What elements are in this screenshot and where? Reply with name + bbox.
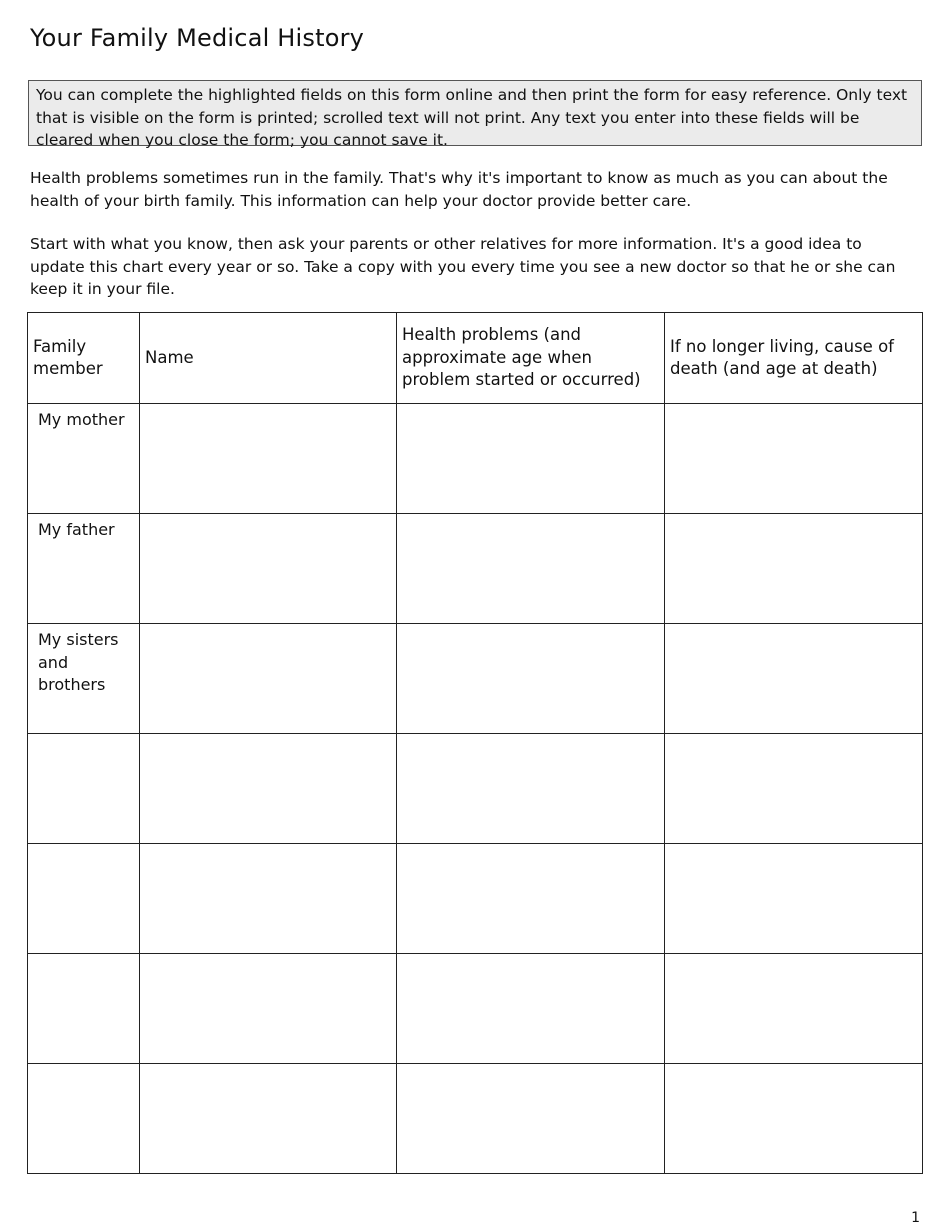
member-cell: My father [28,514,140,624]
member-field[interactable] [28,1064,140,1174]
health-problems-field[interactable] [397,954,665,1064]
member-field[interactable] [28,954,140,1064]
member-field[interactable] [28,844,140,954]
name-field[interactable] [140,624,397,734]
health-problems-field[interactable] [397,404,665,514]
table-row [28,734,923,844]
table-row [28,514,923,624]
name-field[interactable] [140,734,397,844]
form-instructions-notice: You can complete the highlighted fields on this form online and then print the form for easy reference. Only text that is visible on the form is printed; scrolled text will not print. Any text you enter into these fields will be cleared when you close the form; you cannot save it. [28,80,922,146]
name-field[interactable] [140,1064,397,1174]
table-row [28,624,923,734]
member-cell: My mother [28,404,140,514]
column-header-family-member: Family member [28,313,140,404]
cause-of-death-field[interactable] [665,514,923,624]
table-row [28,844,923,954]
table-header-row [28,313,923,404]
table-row [28,404,923,514]
intro-paragraph-2: Start with what you know, then ask your parents or other relatives for more information. It's a good idea to update this chart every year or so. Take a copy with you every time you see a new doctor so that he or she can keep it in your file. [30,235,896,298]
cause-of-death-field[interactable] [665,1064,923,1174]
page-title: Your Family Medical History [30,24,365,52]
table-row [28,1064,923,1174]
cause-of-death-field[interactable] [665,404,923,514]
name-field[interactable] [140,954,397,1064]
cause-of-death-field[interactable] [665,954,923,1064]
column-header-health-problems: Health problems (and approximate age when problem started or occurred) [397,313,665,404]
column-header-name: Name [140,313,397,404]
health-problems-field[interactable] [397,844,665,954]
column-header-cause-of-death: If no longer living, cause of death (and age at death) [665,313,923,404]
page-number: 1 [911,1210,920,1226]
member-cell: My sisters and brothers [28,624,140,734]
health-problems-field[interactable] [397,734,665,844]
cause-of-death-field[interactable] [665,844,923,954]
health-problems-field[interactable] [397,514,665,624]
name-field[interactable] [140,514,397,624]
cause-of-death-field[interactable] [665,624,923,734]
name-field[interactable] [140,404,397,514]
health-problems-field[interactable] [397,1064,665,1174]
family-history-table [27,312,923,1174]
intro-paragraph-1: Health problems sometimes run in the family. That's why it's important to know as much as you can about the health of your birth family. This information can help your doctor provide better care. [30,169,888,210]
cause-of-death-field[interactable] [665,734,923,844]
member-field[interactable] [28,734,140,844]
table-row [28,954,923,1064]
name-field[interactable] [140,844,397,954]
health-problems-field[interactable] [397,624,665,734]
